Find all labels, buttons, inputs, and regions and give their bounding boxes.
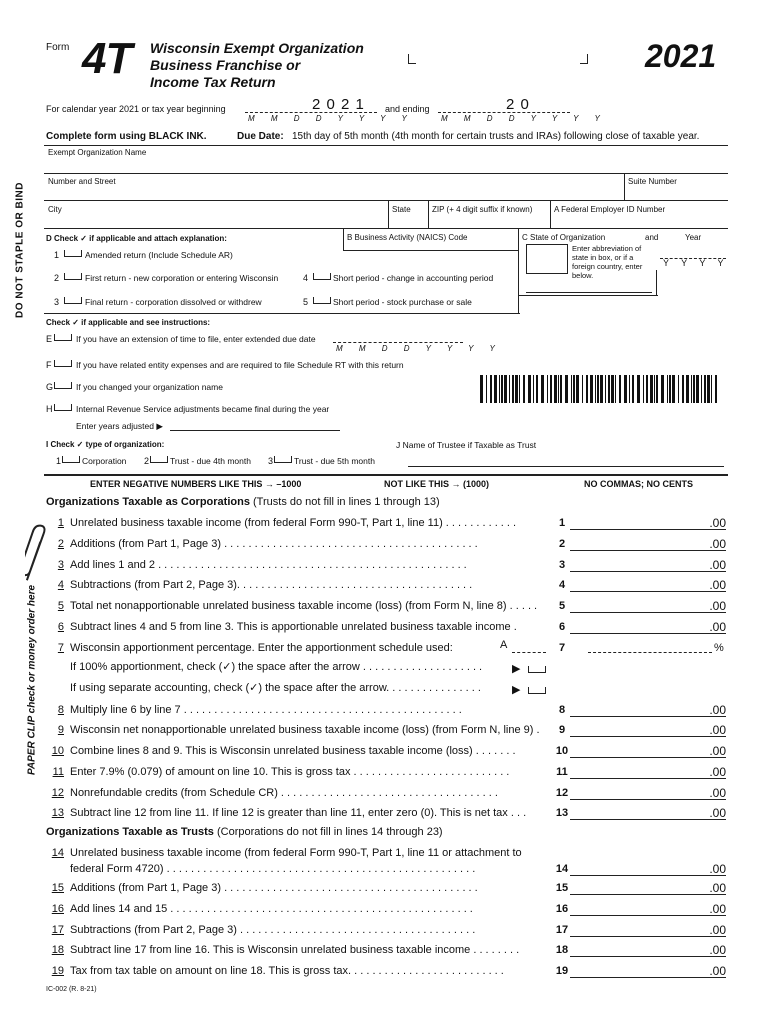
h-checkbox[interactable] — [54, 404, 72, 411]
line-16-amount-field[interactable] — [570, 902, 726, 916]
i-item-1-text: Corporation — [82, 456, 127, 466]
barcode-bar — [637, 375, 640, 403]
line-17-number: 17 — [51, 924, 64, 936]
line-10-description: Combine lines 8 and 9. This is Wisconsin unrelated business taxable income (loss) . . . . . . . — [70, 745, 516, 757]
barcode-bar — [667, 375, 668, 403]
entity-bottom-rule — [44, 313, 520, 314]
instruction-top-rule — [44, 474, 728, 476]
street-field[interactable] — [44, 200, 728, 201]
extended-date-letters: M M D D Y Y Y Y — [336, 344, 502, 353]
line-12-amount-field[interactable] — [570, 786, 726, 800]
line-9-number: 9 — [57, 724, 64, 736]
f-text: If you have related entity expenses and are required to file Schedule RT with this return — [76, 360, 404, 370]
line-11-ref: 11 — [556, 766, 568, 778]
barcode-bar — [650, 375, 653, 403]
org-type-label: I Check ✓ type of organization: — [46, 440, 165, 449]
barcode-bar — [547, 375, 548, 403]
line-1-description: Unrelated business taxable income (from federal Form 990-T, Part 1, line 11) . . . . . . . . . . . . — [70, 517, 517, 529]
extended-due-date-field[interactable] — [333, 342, 463, 343]
line-18-cents: .00 — [709, 943, 726, 957]
line-12-ref: 12 — [555, 787, 569, 799]
line7-sub2: If using separate accounting, check (✓) the space after the arrow. . . . . . . . . . . . . . . . — [70, 682, 481, 694]
line-1-amount-field[interactable] — [570, 516, 726, 530]
and-ending-label: and ending — [385, 104, 430, 114]
line7-sub1: If 100% apportionment, check (✓) the space after the arrow . . . . . . . . . . . . . . . . . . . . — [70, 661, 483, 673]
barcode-bar — [600, 375, 603, 403]
line-9-cents: .00 — [709, 723, 726, 737]
line-14-description-cont: federal Form 4720) . . . . . . . . . . . . . . . . . . . . . . . . . . . . . . . . . . . . . . . . . . . . . . . . . . . — [70, 863, 476, 875]
d-checkbox-5[interactable] — [313, 297, 331, 304]
line-7-number: 7 — [57, 642, 64, 654]
d-checkbox-3[interactable] — [64, 297, 82, 304]
barcode-bar — [486, 375, 487, 403]
barcode-bar — [490, 375, 492, 403]
not-like-instruction: NOT LIKE THIS → (1000) — [384, 479, 490, 489]
line-13-description: Subtract line 12 from line 11. If line 12 is greater than line 11, enter zero (0). This is net tax . . . — [70, 807, 527, 819]
years-adjusted-field[interactable] — [170, 430, 340, 431]
line-9-amount-field[interactable] — [570, 723, 726, 737]
line-8-ref: 8 — [558, 704, 566, 716]
checks-title: Check ✓ if applicable and see instructions: — [46, 318, 211, 327]
barcode-bar — [571, 375, 572, 403]
d-checkbox-1[interactable] — [64, 250, 82, 257]
d-item-3-text: Final return - corporation dissolved or withdrew — [85, 297, 262, 307]
line-16-ref: 16 — [555, 903, 569, 915]
line-18-description: Subtract line 17 from line 16. This is Wisconsin unrelated business taxable income . . . . . . . . — [70, 944, 520, 956]
line-2-amount-field[interactable] — [570, 537, 726, 551]
line-4-ref: 4 — [558, 579, 566, 591]
barcode-bar — [560, 375, 562, 403]
barcode-bar — [693, 375, 695, 403]
barcode — [480, 375, 720, 405]
form-label: Form — [46, 42, 70, 53]
barcode-bar — [656, 375, 658, 403]
line-14-amount-field[interactable] — [570, 862, 726, 876]
pct-sign: % — [714, 642, 724, 654]
line-11-number: 11 — [52, 766, 64, 778]
barcode-bar — [533, 375, 534, 403]
line-2-number: 2 — [57, 538, 64, 550]
line-16-description: Add lines 14 and 15 . . . . . . . . . . . . . . . . . . . . . . . . . . . . . . . . . . . . . . . . . . . . . . . . . . — [70, 903, 473, 915]
d-item-3: 3 — [54, 297, 60, 307]
apportionment-pct-field[interactable] — [588, 652, 712, 653]
barcode-bar — [501, 375, 503, 403]
f-checkbox[interactable] — [54, 360, 72, 367]
d-checkbox-2[interactable] — [64, 273, 82, 280]
g-checkbox[interactable] — [54, 382, 72, 389]
zip-divider — [550, 200, 551, 228]
line-15-amount-field[interactable] — [570, 881, 726, 895]
barcode-bar — [672, 375, 675, 403]
line-3-cents: .00 — [709, 558, 726, 572]
line-17-description: Subtractions (from Part 2, Page 3) . . . . . . . . . . . . . . . . . . . . . . . . . . . . . . . . . . . . . . . — [70, 924, 476, 936]
line-3-ref: 3 — [558, 559, 566, 571]
d-item-4-text: Short period - change in accounting period — [333, 273, 494, 283]
paper-clip-note: PAPER CLIP check or money order here — [26, 584, 38, 776]
end-date-line[interactable] — [438, 112, 570, 113]
line-2-cents: .00 — [709, 537, 726, 551]
line-11-description: Enter 7.9% (0.079) of amount on line 10. This is gross tax . . . . . . . . . . . . . . . . . . . . . . . . . . — [70, 766, 510, 778]
d-item-5: 5 — [303, 297, 309, 307]
c-bottom-rule — [518, 295, 658, 296]
barcode-bar — [504, 375, 507, 403]
d-item-1: 1 — [54, 250, 60, 260]
state-label: State — [392, 205, 411, 214]
barcode-bar — [494, 375, 497, 403]
b-divider — [343, 228, 344, 250]
naics-field[interactable] — [343, 250, 518, 251]
line-18-ref: 18 — [555, 944, 569, 956]
years-adjusted-label: Enter years adjusted ▶ — [76, 421, 163, 431]
end-year-digits: 2 0 — [506, 96, 530, 113]
line-4-number: 4 — [57, 579, 64, 591]
full-apportionment-checkbox[interactable] — [528, 666, 546, 673]
barcode-bar — [541, 375, 544, 403]
arrow-icon-2: ▶ — [512, 684, 521, 696]
begin-date-letters: M M D D Y Y Y Y — [248, 114, 414, 123]
arrow-icon-1: ▶ — [512, 663, 521, 675]
barcode-bar — [573, 375, 575, 403]
line-14-ref: 14 — [555, 863, 569, 875]
e-text: If you have an extension of time to file, enter extended due date — [76, 334, 316, 344]
line-13-cents: .00 — [709, 806, 726, 820]
naics-label: B Business Activity (NAICS) Code — [347, 233, 468, 242]
calendar-year-label: For calendar year 2021 or tax year beginning — [46, 104, 226, 114]
line-19-cents: .00 — [709, 964, 726, 978]
barcode-bar — [715, 375, 717, 403]
line-13-ref: 13 — [555, 807, 569, 819]
line-5-amount-field[interactable] — [570, 599, 726, 613]
line-10-number: 10 — [51, 745, 64, 757]
state-org-label: C State of Organization — [522, 233, 606, 242]
no-commas-instruction: NO COMMAS; NO CENTS — [584, 479, 693, 489]
line-7-ref: 7 — [558, 642, 566, 654]
line-4-amount-field[interactable] — [570, 578, 726, 592]
form-number: 4T — [82, 34, 132, 83]
end-date-letters: M M D D Y Y Y Y — [441, 114, 607, 123]
trust-section-heading: Organizations Taxable as Trusts (Corporations do not fill in lines 14 through 23) — [46, 826, 443, 838]
black-ink-note: Complete form using BLACK INK. — [46, 131, 207, 142]
barcode-bar — [619, 375, 621, 403]
line-19-number: 19 — [51, 965, 64, 977]
state-org-year-label: Year — [685, 233, 702, 242]
i-item-3-text: Trust - due 5th month — [294, 456, 375, 466]
barcode-bar — [701, 375, 702, 403]
barcode-bar — [558, 375, 559, 403]
barcode-bar — [711, 375, 712, 403]
due-date-label: Due Date: — [237, 131, 284, 142]
line-6-description: Subtract lines 4 and 5 from line 3. This is apportionable unrelated business taxable income . — [70, 621, 517, 633]
line-6-amount-field[interactable] — [570, 620, 726, 634]
line-19-amount-field[interactable] — [570, 964, 726, 978]
line-19-description: Tax from tax table on amount on line 18. This is gross tax. . . . . . . . . . . . . . . . . . . . . . . . . . — [70, 965, 504, 977]
line-14-description: Unrelated business taxable income (from federal Form 990-T, Part 1, line 11 or attachment to — [70, 847, 522, 859]
negative-instruction: ENTER NEGATIVE NUMBERS LIKE THIS → –1000 — [90, 479, 302, 489]
barcode-bar — [554, 375, 557, 403]
line-3-amount-field[interactable] — [570, 558, 726, 572]
foreign-country-field[interactable] — [526, 292, 652, 293]
g-text: If you changed your organization name — [76, 382, 223, 392]
org-name-field[interactable] — [44, 173, 728, 174]
line-12-cents: .00 — [709, 786, 726, 800]
barcode-bar — [669, 375, 671, 403]
corner-mark-right — [580, 54, 588, 64]
line-15-ref: 15 — [555, 882, 569, 894]
line-6-number: 6 — [57, 621, 64, 633]
barcode-bar — [646, 375, 648, 403]
i-checkbox-2[interactable] — [150, 456, 168, 463]
i-item-2-text: Trust - due 4th month — [170, 456, 251, 466]
d-item-1-text: Amended return (Include Schedule AR) — [85, 250, 233, 260]
line-8-cents: .00 — [709, 703, 726, 717]
barcode-bar — [582, 375, 583, 403]
line-5-ref: 5 — [558, 600, 566, 612]
barcode-bar — [523, 375, 525, 403]
line7-a-label: A — [500, 639, 508, 651]
line-10-cents: .00 — [709, 744, 726, 758]
barcode-bar — [691, 375, 692, 403]
state-org-note: Enter abbreviation of state in box, or if a foreign country, enter below. — [572, 244, 643, 280]
line-10-amount-field[interactable] — [570, 744, 726, 758]
barcode-bar — [686, 375, 689, 403]
c-inner-divider — [656, 270, 657, 295]
barcode-bar — [590, 375, 593, 403]
org-name-label: Exempt Organization Name — [48, 148, 147, 157]
line-5-cents: .00 — [709, 599, 726, 613]
i-checkbox-1[interactable] — [62, 456, 80, 463]
line-1-ref: 1 — [558, 517, 566, 529]
line-17-cents: .00 — [709, 923, 726, 937]
f-letter: F — [46, 360, 52, 370]
barcode-bar — [550, 375, 552, 403]
line-9-description: Wisconsin net nonapportionable unrelated business taxable income (loss) (from Form N, line 9) . — [70, 724, 540, 736]
line-13-amount-field[interactable] — [570, 806, 726, 820]
d-item-2-text: First return - new corporation or entering Wisconsin — [85, 273, 279, 283]
barcode-bar — [678, 375, 679, 403]
c-divider — [518, 228, 519, 313]
barcode-bar — [629, 375, 630, 403]
d-checkbox-4[interactable] — [313, 273, 331, 280]
i-item-2: 2 — [144, 456, 150, 466]
line-18-number: 18 — [51, 944, 64, 956]
e-checkbox[interactable] — [54, 334, 72, 341]
d-check-label: D Check ✓ if applicable and attach explanation: — [46, 234, 227, 243]
barcode-bar — [499, 375, 500, 403]
suite-label: Suite Number — [628, 177, 677, 186]
d-item-2: 2 — [54, 273, 60, 283]
form-title: Wisconsin Exempt Organization Business Franchise or Income Tax Return — [150, 40, 364, 90]
barcode-bar — [515, 375, 518, 403]
line-11-amount-field[interactable] — [570, 765, 726, 779]
line-15-number: 15 — [51, 882, 64, 894]
zip-label: ZIP (+ 4 digit suffix if known) — [432, 205, 533, 214]
line-8-amount-field[interactable] — [570, 703, 726, 717]
line-16-cents: .00 — [709, 902, 726, 916]
entity-top-rule — [44, 145, 728, 146]
line-10-ref: 10 — [555, 745, 569, 757]
street-label: Number and Street — [48, 177, 116, 186]
line-18-amount-field[interactable] — [570, 943, 726, 957]
barcode-bar — [528, 375, 531, 403]
line-15-cents: .00 — [709, 881, 726, 895]
line-3-number: 3 — [57, 559, 64, 571]
barcode-bar — [608, 375, 610, 403]
state-org-and: and — [645, 233, 659, 242]
barcode-bar — [480, 375, 483, 403]
barcode-bar — [536, 375, 538, 403]
city-divider — [388, 200, 389, 228]
barcode-bar — [704, 375, 706, 403]
line-17-ref: 17 — [555, 924, 569, 936]
line-14-cents: .00 — [709, 862, 726, 876]
state-org-year: Y Y Y Y — [663, 258, 729, 268]
d-item-4: 4 — [303, 273, 309, 283]
d-item-5-text: Short period - stock purchase or sale — [333, 297, 472, 307]
no-staple-note: DO NOT STAPLE OR BIND — [14, 182, 26, 318]
h-text: Internal Revenue Service adjustments became final during the year — [76, 404, 330, 414]
barcode-bar — [696, 375, 699, 403]
line-5-description: Total net nonapportionable unrelated business taxable income (loss) (from Form N, line 8) . . . . . — [70, 600, 538, 612]
line-8-description: Multiply line 6 by line 7 . . . . . . . . . . . . . . . . . . . . . . . . . . . . . . . . . . . . . . . . . . . . . . — [70, 704, 462, 716]
fein-label: A Federal Employer ID Number — [554, 205, 666, 214]
g-letter: G — [46, 382, 54, 392]
barcode-bar — [632, 375, 634, 403]
barcode-bar — [654, 375, 655, 403]
line-12-description: Nonrefundable credits (from Schedule CR) . . . . . . . . . . . . . . . . . . . . . . . . . . . . . . . . . . . . — [70, 787, 498, 799]
line-16-number: 16 — [51, 903, 64, 915]
line-13-number: 13 — [51, 807, 64, 819]
barcode-bar — [586, 375, 588, 403]
corner-mark-left — [408, 54, 416, 64]
barcode-bar — [643, 375, 644, 403]
barcode-bar — [624, 375, 627, 403]
trustee-label: J Name of Trustee if Taxable as Trust — [396, 440, 537, 450]
line-12-number: 12 — [51, 787, 64, 799]
line-11-cents: .00 — [709, 765, 726, 779]
line-7-description: Wisconsin apportionment percentage. Enter the apportionment schedule used: — [70, 642, 453, 654]
paper-clip-icon — [25, 520, 47, 584]
barcode-bar — [512, 375, 514, 403]
barcode-bar — [595, 375, 596, 403]
line-9-ref: 9 — [558, 724, 566, 736]
city-field[interactable] — [44, 228, 728, 229]
h-letter: H — [46, 404, 53, 414]
barcode-bar — [682, 375, 684, 403]
line-2-description: Additions (from Part 1, Page 3) . . . . . . . . . . . . . . . . . . . . . . . . . . . . . . . . . . . . . . . . . . — [70, 538, 478, 550]
i-checkbox-3[interactable] — [274, 456, 292, 463]
e-letter: E — [46, 334, 53, 344]
barcode-bar — [661, 375, 664, 403]
i-item-1: 1 — [56, 456, 62, 466]
line-17-amount-field[interactable] — [570, 923, 726, 937]
barcode-bar — [597, 375, 599, 403]
line-1-cents: .00 — [709, 516, 726, 530]
city-label: City — [48, 205, 62, 214]
tax-year: 2021 — [645, 38, 717, 74]
barcode-bar — [605, 375, 606, 403]
line-4-cents: .00 — [709, 578, 726, 592]
line7-schedule-field[interactable] — [512, 652, 546, 653]
separate-accounting-checkbox[interactable] — [528, 687, 546, 694]
line-15-description: Additions (from Part 1, Page 3) . . . . . . . . . . . . . . . . . . . . . . . . . . . . . . . . . . . . . . . . . . — [70, 882, 478, 894]
due-date-text: 15th day of 5th month (4th month for certain trusts and IRAs) following close of taxable year. — [292, 131, 700, 142]
barcode-bar — [509, 375, 510, 403]
suite-divider — [624, 173, 625, 200]
corp-section-heading: Organizations Taxable as Corporations (Trusts do not fill in lines 1 through 13) — [46, 496, 440, 508]
begin-year-digits: 2 0 2 1 — [312, 96, 365, 113]
form-id: IC-002 (R. 8-21) — [46, 986, 97, 993]
barcode-bar — [615, 375, 616, 403]
line-6-ref: 6 — [558, 621, 566, 633]
line-1-number: 1 — [57, 517, 64, 529]
barcode-bar — [576, 375, 579, 403]
line-2-ref: 2 — [558, 538, 566, 550]
line-5-number: 5 — [57, 600, 64, 612]
i-item-3: 3 — [268, 456, 274, 466]
line-14-number: 14 — [51, 847, 64, 859]
trustee-name-field[interactable] — [408, 466, 724, 467]
barcode-bar — [519, 375, 520, 403]
state-divider — [428, 200, 429, 228]
line-8-number: 8 — [57, 704, 64, 716]
line-19-ref: 19 — [555, 965, 569, 977]
line-3-description: Add lines 1 and 2 . . . . . . . . . . . . . . . . . . . . . . . . . . . . . . . . . . . . . . . . . . . . . . . . . . . — [70, 559, 467, 571]
barcode-bar — [611, 375, 614, 403]
line-6-cents: .00 — [709, 620, 726, 634]
line-4-description: Subtractions (from Part 2, Page 3). . . . . . . . . . . . . . . . . . . . . . . . . . . . . . . . . . . . . . . — [70, 579, 473, 591]
barcode-bar — [565, 375, 568, 403]
barcode-bar — [707, 375, 710, 403]
state-org-box[interactable] — [526, 244, 568, 274]
state-org-year-field[interactable] — [660, 258, 726, 259]
